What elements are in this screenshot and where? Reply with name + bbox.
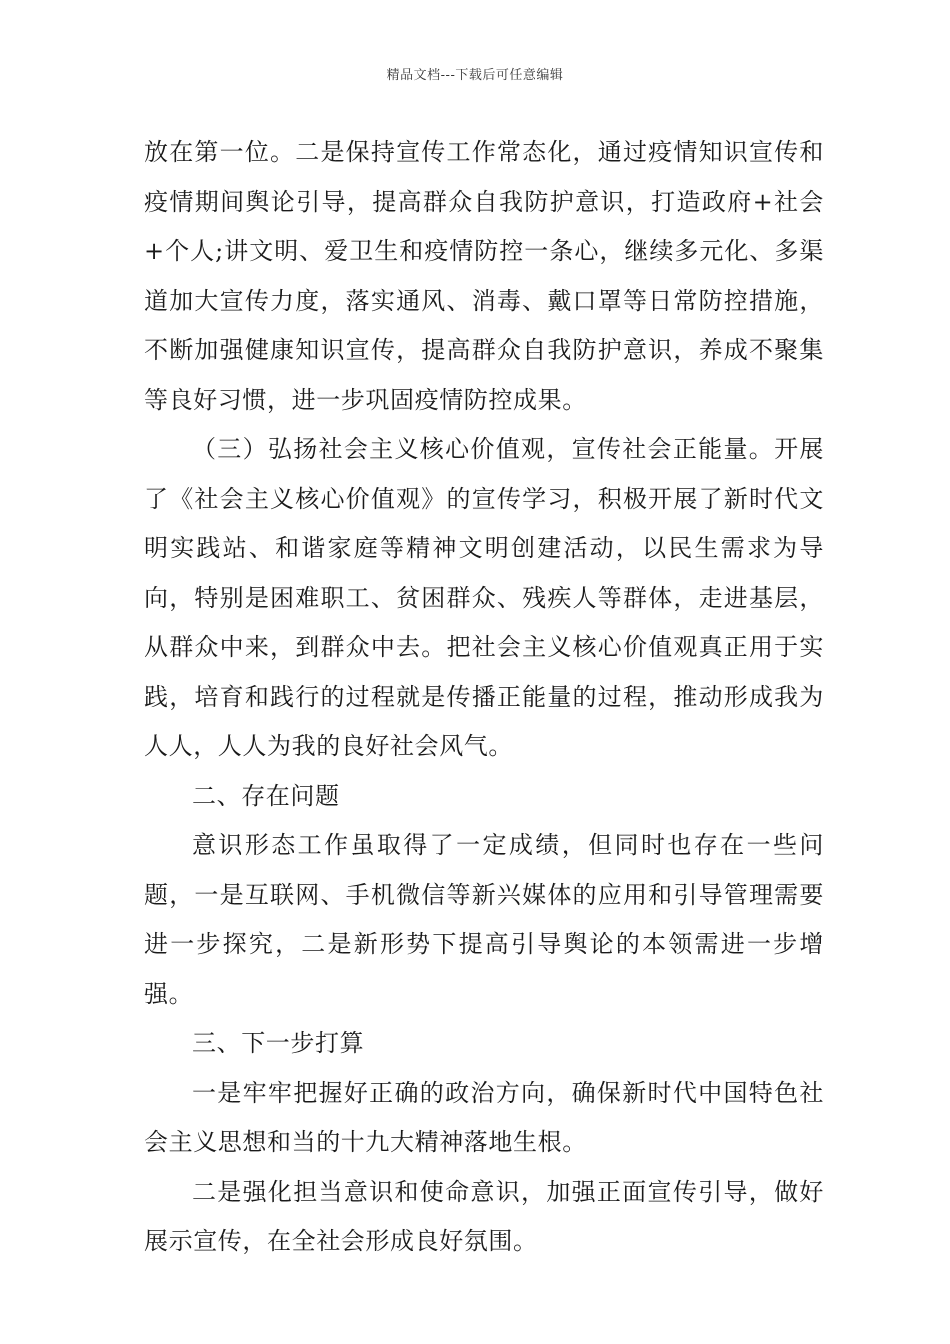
paragraph-next-step-1: 一是牢牢把握好正确的政治方向，确保新时代中国特色社会主义思想和当的十九大精神落地生根。 bbox=[144, 1078, 824, 1156]
page-header: 精品文档---下载后可任意编辑 bbox=[386, 68, 564, 83]
section-heading-next-steps: 三、下一步打算 bbox=[192, 1029, 365, 1057]
section-heading-problems: 二、存在问题 bbox=[192, 781, 340, 810]
paragraph-problems: 意识形态工作虽取得了一定成绩，但同时也存在一些问题，一是互联网、手机微信等新兴媒体的应用和引导管理需要进一步探究，二是新形势下提高引导舆论的本领需进一步增强。 bbox=[144, 831, 824, 1008]
paragraph-next-step-2: 二是强化担当意识和使命意识，加强正面宣传引导，做好展示宣传，在全社会形成良好氛围。 bbox=[144, 1177, 824, 1255]
paragraph-core-values: （三）弘扬社会主义核心价值观，宣传社会正能量。开展了《社会主义核心价值观》的宣传学习，积极开展了新时代文明实践站、和谐家庭等精神文明创建活动，以民生需求为导向，特别是困难职工、贫困群众、残疾人等群体，走进基层，从群众中来，到群众中去。把社会主义核心价值观真正用于实践，培育和践行的过程就是传播正能量的过程，推动形成我为人人，人人为我的良好社会风气。 bbox=[144, 435, 824, 760]
paragraph-continuation: 放在第一位。二是保持宣传工作常态化，通过疫情知识宣传和疫情期间舆论引导，提高群众自我防护意识，打造政府+社会+个人;讲文明、爱卫生和疫情防控一条心，继续多元化、多渠道加大宣传力度，落实通风、消毒、戴口罩等日常防控措施，不断加强健康知识宣传，提高群众自我防护意识，养成不聚集等良好习惯，进一步巩固疫情防控成果。 bbox=[144, 138, 824, 414]
document-body bbox=[144, 128, 824, 1267]
